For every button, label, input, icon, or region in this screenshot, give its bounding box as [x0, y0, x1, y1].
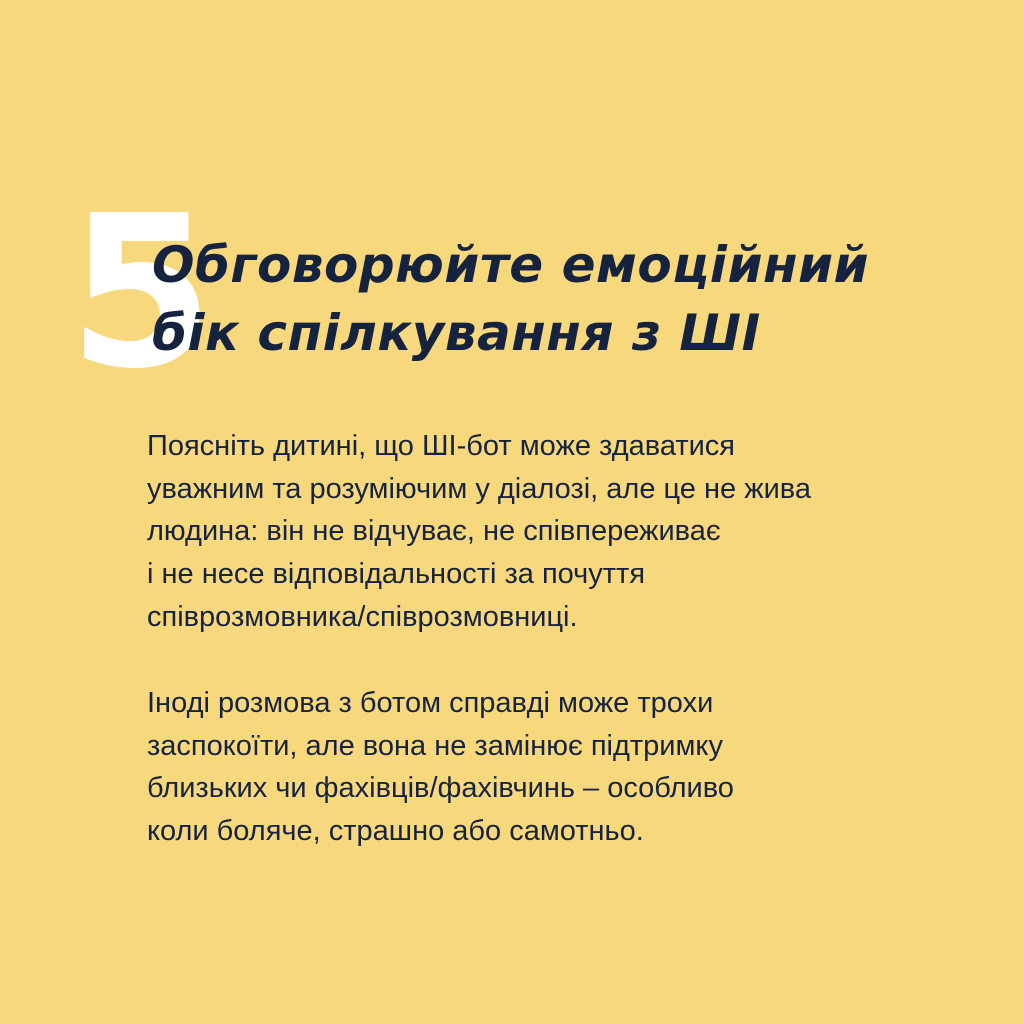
step-number: 5 — [68, 170, 209, 415]
headline-line-2: бік спілкування з ШІ — [152, 303, 761, 362]
page-title — [152, 232, 932, 367]
paragraph-1-line-4: і не несе відповідальності за почуття — [147, 557, 646, 590]
paragraph-1-line-3: людина: він не відчуває, не співпереживає — [147, 515, 721, 548]
paragraph-1-line-5: співрозмовника/співрозмовниці. — [147, 600, 578, 633]
paragraph-2 — [147, 682, 927, 853]
body-copy — [147, 425, 927, 853]
paragraph-1 — [147, 425, 927, 638]
paragraph-2-line-4: коли боляче, страшно або самотньо. — [147, 815, 644, 847]
paragraph-2-line-3: близьких чи фахівців/фахівчинь – особливо — [147, 772, 734, 805]
paragraph-2-line-2: заспокоїти, але вона не замінює підтримку — [147, 729, 723, 762]
headline-line-1: Обговорюйте емоційний — [152, 236, 870, 294]
paragraph-1-line-2: уважним та розуміючим у діалозі, але це не жива — [147, 472, 811, 505]
paragraph-2-line-1: Іноді розмова з ботом справді може трохи — [147, 687, 714, 720]
paragraph-1-line-1: Поясніть дитині, що ШІ-бот може здаватися — [147, 430, 736, 462]
headline-block — [60, 170, 960, 415]
